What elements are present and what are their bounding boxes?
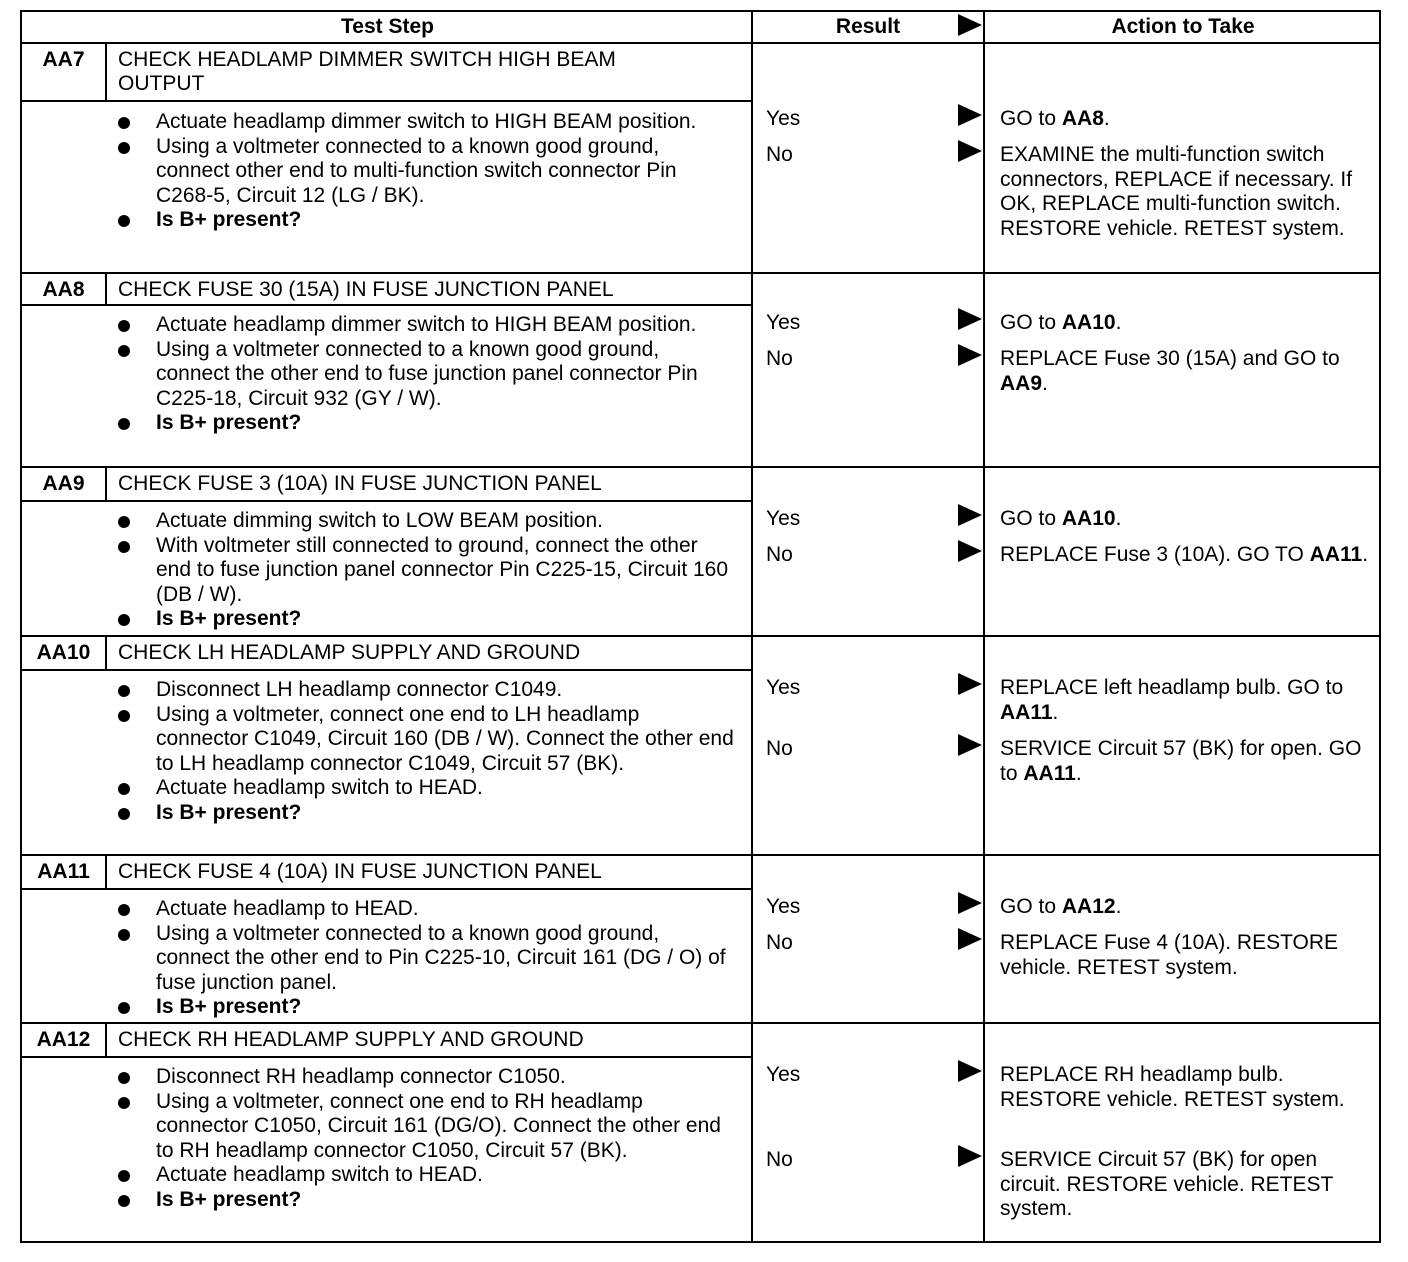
arrow-right-icon — [958, 1145, 982, 1167]
header-result: Result — [835, 15, 901, 38]
step-title — [118, 860, 602, 884]
step-id-divider — [105, 44, 107, 102]
arrow-right-icon — [958, 540, 982, 562]
arrow-right-icon — [958, 928, 982, 950]
step-title-line: CHECK FUSE 30 (15A) IN FUSE JUNCTION PANEL — [118, 278, 614, 301]
test-step-block — [20, 637, 1381, 856]
action-yes: GO to AA10. — [1000, 507, 1122, 530]
instruction-list — [114, 678, 734, 825]
arrow-right-icon — [958, 734, 982, 756]
instruction-item: Disconnect LH headlamp connector C1049. — [114, 678, 734, 703]
step-title — [118, 278, 614, 302]
column-divider — [751, 637, 753, 854]
step-id: AA9 — [42, 472, 85, 495]
step-id: AA11 — [37, 860, 90, 883]
column-divider — [751, 274, 753, 466]
step-title-line: CHECK FUSE 3 (10A) IN FUSE JUNCTION PANEL — [118, 472, 602, 495]
instruction-item: Disconnect RH headlamp connector C1050. — [114, 1065, 734, 1090]
instruction-item: Using a voltmeter, connect one end to RH headlamp connector C1050, Circuit 161 (DG/O). Connect the other end to RH headlamp connector C1050, Circuit 57 (BK). — [114, 1090, 734, 1164]
table-header — [20, 10, 1381, 44]
action-yes: REPLACE left headlamp bulb. GO to AA11. — [1000, 676, 1344, 724]
column-divider — [983, 468, 985, 635]
instruction-item: Actuate headlamp to HEAD. — [114, 897, 734, 922]
column-divider — [983, 44, 985, 272]
action-no: REPLACE Fuse 30 (15A) and GO to AA9. — [1000, 347, 1340, 395]
test-step-block — [20, 274, 1381, 468]
header-arrow-icon — [958, 14, 982, 36]
arrow-right-icon — [958, 673, 982, 695]
test-step-block — [20, 468, 1381, 637]
column-divider — [751, 44, 753, 272]
step-id-divider — [105, 274, 107, 306]
diagnostic-table — [20, 10, 1381, 1243]
step-id-divider — [105, 637, 107, 671]
result-yes: Yes — [766, 1063, 801, 1086]
instruction-question: Is B+ present? — [114, 411, 734, 436]
test-step-block — [20, 1024, 1381, 1243]
result-no: No — [766, 543, 793, 566]
step-id-divider — [105, 1024, 107, 1058]
action-yes: GO to AA10. — [1000, 311, 1122, 334]
result-no: No — [766, 931, 793, 954]
column-divider — [983, 856, 985, 1022]
instruction-item: Using a voltmeter connected to a known good ground, connect other end to multi-function switch connector Pin C268-5, Circuit 12 (LG / BK). — [114, 135, 734, 209]
action-yes: REPLACE RH headlamp bulb. RESTORE vehicle. RETEST system. — [1000, 1063, 1345, 1111]
instruction-item: Actuate headlamp switch to HEAD. — [114, 1163, 734, 1188]
arrow-right-icon — [958, 504, 982, 526]
step-id: AA7 — [42, 48, 85, 71]
arrow-right-icon — [958, 104, 982, 126]
instruction-list — [114, 110, 734, 233]
result-no: No — [766, 143, 793, 166]
instruction-item: Actuate headlamp switch to HEAD. — [114, 776, 734, 801]
step-id-divider — [105, 468, 107, 502]
action-no: SERVICE Circuit 57 (BK) for open. GO to AA11. — [1000, 737, 1362, 785]
action-no: REPLACE Fuse 4 (10A). RESTORE vehicle. RETEST system. — [1000, 931, 1339, 979]
instruction-item: Using a voltmeter connected to a known good ground, connect the other end to Pin C225-10, Circuit 161 (DG / O) of fuse junction panel. — [114, 922, 734, 996]
action-yes: GO to AA8. — [1000, 107, 1110, 130]
column-divider — [751, 856, 753, 1022]
result-yes: Yes — [766, 107, 801, 130]
step-title-line: CHECK RH HEADLAMP SUPPLY AND GROUND — [118, 1028, 584, 1051]
instruction-question: Is B+ present? — [114, 208, 734, 233]
instruction-item: With voltmeter still connected to ground, connect the other end to fuse junction panel connector Pin C225-15, Circuit 160 (DB / W). — [114, 534, 734, 608]
instruction-question: Is B+ present? — [114, 801, 734, 826]
action-yes: GO to AA12. — [1000, 895, 1122, 918]
instruction-item: Actuate dimming switch to LOW BEAM position. — [114, 509, 734, 534]
step-title-line: CHECK LH HEADLAMP SUPPLY AND GROUND — [118, 641, 581, 664]
result-yes: Yes — [766, 507, 801, 530]
column-divider — [983, 274, 985, 466]
column-divider — [751, 468, 753, 635]
action-no: REPLACE Fuse 3 (10A). GO TO AA11. — [1000, 543, 1369, 566]
step-id: AA10 — [36, 641, 91, 664]
arrow-right-icon — [958, 140, 982, 162]
column-divider — [751, 1024, 753, 1241]
instruction-question: Is B+ present? — [114, 995, 734, 1020]
step-id-divider — [105, 856, 107, 890]
action-no: SERVICE Circuit 57 (BK) for open circuit. RESTORE vehicle. RETEST system. — [1000, 1148, 1333, 1220]
step-title — [118, 1028, 584, 1052]
result-no: No — [766, 737, 793, 760]
step-title-line: CHECK HEADLAMP DIMMER SWITCH HIGH BEAM — [118, 48, 616, 71]
action-no: EXAMINE the multi-function switch connectors, REPLACE if necessary. If OK, REPLACE multi-function switch. RESTORE vehicle. RETEST system. — [1000, 143, 1353, 240]
step-title — [118, 472, 602, 496]
instruction-item: Actuate headlamp dimmer switch to HIGH BEAM position. — [114, 313, 734, 338]
header-test-step: Test Step — [341, 15, 434, 38]
step-title — [118, 641, 580, 665]
instruction-list — [114, 1065, 734, 1212]
instruction-list — [114, 509, 734, 632]
result-no: No — [766, 347, 793, 370]
result-yes: Yes — [766, 311, 801, 334]
step-title — [118, 48, 616, 96]
test-step-block — [20, 44, 1381, 274]
instruction-question: Is B+ present? — [114, 1188, 734, 1213]
result-no: No — [766, 1148, 793, 1171]
arrow-right-icon — [958, 892, 982, 914]
column-divider — [983, 1024, 985, 1241]
instruction-item: Actuate headlamp dimmer switch to HIGH BEAM position. — [114, 110, 734, 135]
step-title-line: CHECK FUSE 4 (10A) IN FUSE JUNCTION PANEL — [118, 860, 602, 883]
step-title-line: OUTPUT — [118, 72, 205, 95]
header-action: Action to Take — [1111, 15, 1255, 38]
instruction-item: Using a voltmeter connected to a known good ground, connect the other end to fuse junction panel connector Pin C225-18, Circuit 932 (GY / W). — [114, 338, 734, 412]
arrow-right-icon — [958, 1060, 982, 1082]
arrow-right-icon — [958, 308, 982, 330]
result-yes: Yes — [766, 895, 801, 918]
step-id: AA12 — [36, 1028, 91, 1051]
step-id: AA8 — [42, 278, 85, 301]
column-divider — [983, 637, 985, 854]
instruction-list — [114, 313, 734, 436]
instruction-item: Using a voltmeter, connect one end to LH headlamp connector C1049, Circuit 160 (DB / W). Connect the other end to LH headlamp connector C1049, Circuit 57 (BK). — [114, 703, 734, 777]
instruction-question: Is B+ present? — [114, 607, 734, 632]
arrow-right-icon — [958, 344, 982, 366]
instruction-list — [114, 897, 734, 1020]
result-yes: Yes — [766, 676, 801, 699]
test-step-block — [20, 856, 1381, 1024]
